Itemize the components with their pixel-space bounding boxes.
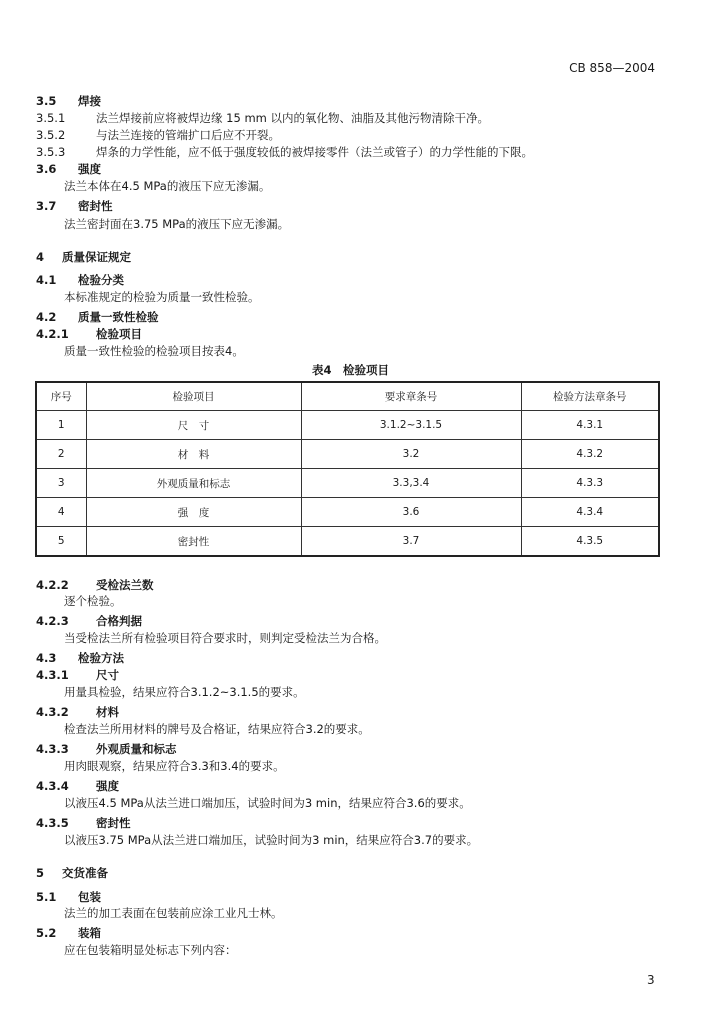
clause-line [36, 128, 280, 142]
clause-text: 以液压3.75 MPa从法兰进口端加压，试验时间为3 min，结果应符合3.7的要求。 [64, 833, 479, 847]
clause-body [64, 833, 478, 847]
clause-line [36, 578, 154, 592]
clause-body [64, 594, 122, 608]
table-cell: 4.3.1 [521, 411, 659, 440]
clause-number: 4.3 [36, 651, 57, 665]
clause-text: 质量保证规定 [62, 250, 131, 264]
clause-number: 4.2 [36, 310, 57, 324]
clause-number: 5 [36, 866, 45, 880]
clause-body [64, 290, 260, 304]
clause-text: 逐个检验。 [64, 594, 122, 608]
page-number: 3 [647, 973, 655, 987]
table-header-row [36, 382, 659, 411]
clause-body [64, 796, 471, 810]
table-cell: 3 [36, 469, 86, 498]
clause-line [36, 250, 131, 264]
clause-number: 5.2 [36, 926, 57, 940]
table-cell: 强 度 [86, 498, 301, 527]
clause-text: 检验项目 [96, 327, 142, 341]
clause-text: 法兰焊接前应将被焊边缘 15 mm 以内的氧化物、油脂及其他污物清除干净。 [96, 111, 490, 125]
clause-text: 当受检法兰所有检验项目符合要求时，则判定受检法兰为合格。 [64, 631, 386, 645]
clause-body [64, 906, 283, 920]
clause-text: 法兰密封面在3.75 MPa的液压下应无渗漏。 [64, 217, 290, 231]
clause-line [36, 742, 177, 756]
table-cell: 3.3,3.4 [301, 469, 521, 498]
table-row [36, 527, 659, 557]
clause-text: 质量一致性检验 [78, 310, 159, 324]
table-cell: 4.3.4 [521, 498, 659, 527]
clause-body [64, 943, 237, 957]
clause-text: 尺寸 [96, 668, 119, 682]
clause-body [64, 344, 244, 358]
clause-body [64, 631, 386, 645]
clause-line [36, 779, 119, 793]
clause-number: 4.3.4 [36, 779, 69, 793]
clause-text: 外观质量和标志 [96, 742, 177, 756]
clause-line [36, 94, 101, 108]
clause-text: 合格判据 [96, 614, 142, 628]
table-cell: 3.6 [301, 498, 521, 527]
clause-text: 本标准规定的检验为质量一致性检验。 [64, 290, 260, 304]
clause-number: 3.7 [36, 199, 57, 213]
clause-number: 4.2.2 [36, 578, 69, 592]
clause-line [36, 926, 101, 940]
standard-number: CB 858—2004 [569, 61, 655, 75]
clause-number: 4.1 [36, 273, 57, 287]
clause-number: 4.2.3 [36, 614, 69, 628]
clause-text: 装箱 [78, 926, 101, 940]
table-cell: 外观质量和标志 [86, 469, 301, 498]
table-cell: 3.1.2~3.1.5 [301, 411, 521, 440]
clause-number: 4.3.3 [36, 742, 69, 756]
clause-number: 3.6 [36, 162, 57, 176]
clause-number: 3.5.1 [36, 111, 66, 125]
table-cell: 5 [36, 527, 86, 557]
table-cell: 3.2 [301, 440, 521, 469]
clause-text: 焊接 [78, 94, 101, 108]
table-cell: 材 料 [86, 440, 301, 469]
clause-line [36, 668, 119, 682]
clause-text: 以液压4.5 MPa从法兰进口端加压，试验时间为3 min，结果应符合3.6的要求。 [64, 796, 471, 810]
clause-text: 应在包装箱明显处标志下列内容： [64, 943, 237, 957]
table-cell: 4 [36, 498, 86, 527]
table-cell: 4.3.5 [521, 527, 659, 557]
table-cell: 4.3.2 [521, 440, 659, 469]
clause-text: 法兰本体在4.5 MPa的液压下应无渗漏。 [64, 179, 271, 193]
clause-text: 强度 [96, 779, 119, 793]
clause-text: 检验分类 [78, 273, 124, 287]
table-row [36, 440, 659, 469]
clause-number: 5.1 [36, 890, 57, 904]
table-cell: 1 [36, 411, 86, 440]
clause-text: 用量具检验，结果应符合3.1.2~3.1.5的要求。 [64, 685, 305, 699]
clause-text: 检验方法 [78, 651, 124, 665]
clause-text: 密封性 [96, 816, 131, 830]
clause-line [36, 816, 131, 830]
clause-body [64, 722, 370, 736]
inspection-items-table [35, 381, 660, 557]
clause-number: 3.5 [36, 94, 57, 108]
clause-text: 包装 [78, 890, 101, 904]
clause-line [36, 651, 124, 665]
clause-text: 质量一致性检验的检验项目按表4。 [64, 344, 244, 358]
clause-number: 4.2.1 [36, 327, 69, 341]
table-cell: 密封性 [86, 527, 301, 557]
clause-text: 检查法兰所用材料的牌号及合格证，结果应符合3.2的要求。 [64, 722, 370, 736]
clause-number: 3.5.2 [36, 128, 66, 142]
clause-body [64, 179, 270, 193]
clause-line [36, 890, 101, 904]
clause-text: 密封性 [78, 199, 113, 213]
header-cell: 要求章条号 [301, 382, 521, 411]
clause-body [64, 217, 289, 231]
clause-text: 交货准备 [62, 866, 108, 880]
clause-text: 焊条的力学性能，应不低于强度较低的被焊接零件（法兰或管子）的力学性能的下限。 [96, 145, 533, 159]
clause-text: 受检法兰数 [96, 578, 154, 592]
clause-number: 3.5.3 [36, 145, 66, 159]
header-cell: 检验项目 [86, 382, 301, 411]
clause-line [36, 162, 101, 176]
clause-number: 4.3.2 [36, 705, 69, 719]
table-cell: 3.7 [301, 527, 521, 557]
clause-text: 与法兰连接的管端扩口后应不开裂。 [96, 128, 280, 142]
clause-line [36, 111, 489, 125]
header-cell: 检验方法章条号 [521, 382, 659, 411]
clause-text: 强度 [78, 162, 101, 176]
table-caption: 表4 检验项目 [311, 363, 389, 377]
header-cell: 序号 [36, 382, 86, 411]
clause-text: 法兰的加工表面在包装前应涂工业凡士林。 [64, 906, 283, 920]
clause-line [36, 199, 113, 213]
clause-text: 用肉眼观察，结果应符合3.3和3.4的要求。 [64, 759, 285, 773]
clause-number: 4 [36, 250, 45, 264]
clause-body [64, 685, 305, 699]
clause-number: 4.3.5 [36, 816, 69, 830]
table-row [36, 469, 659, 498]
clause-line [36, 145, 533, 159]
clause-line [36, 327, 142, 341]
clause-body [64, 759, 285, 773]
table-row [36, 498, 659, 527]
clause-number: 4.3.1 [36, 668, 69, 682]
table-cell: 尺 寸 [86, 411, 301, 440]
clause-line [36, 614, 142, 628]
table-cell: 2 [36, 440, 86, 469]
table-row [36, 411, 659, 440]
table-cell: 4.3.3 [521, 469, 659, 498]
clause-line [36, 705, 119, 719]
clause-line [36, 310, 159, 324]
clause-text: 材料 [96, 705, 119, 719]
clause-line [36, 273, 124, 287]
clause-line [36, 866, 108, 880]
